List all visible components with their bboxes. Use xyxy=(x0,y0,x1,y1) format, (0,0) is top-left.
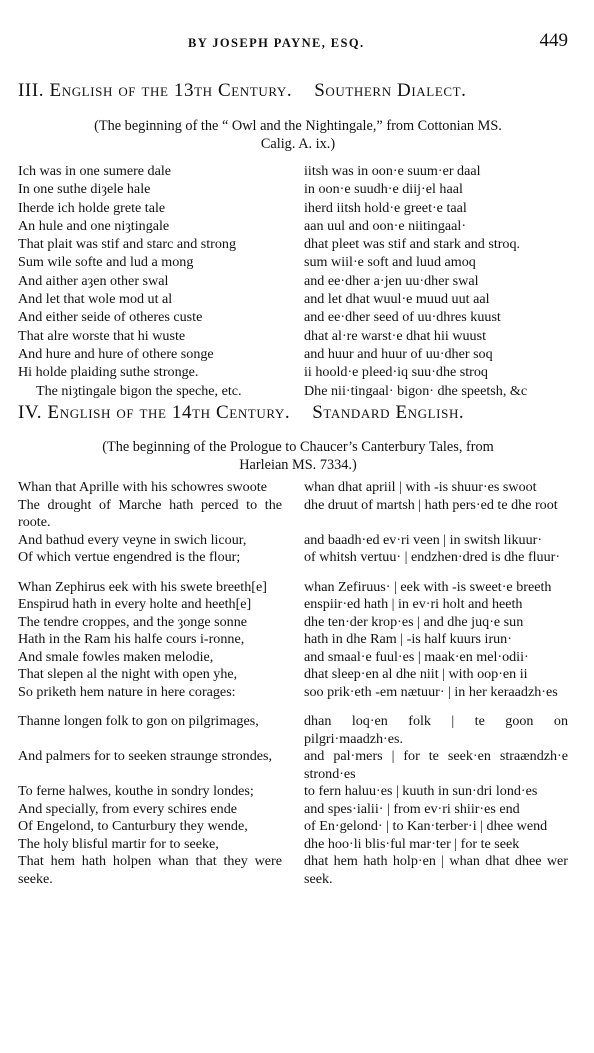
original-text-line: Whan Zephirus eek with his swete breeth[e] xyxy=(18,578,267,595)
verse-row xyxy=(0,684,594,702)
pronunciation-line: whan Zefiruus· | eek with -is sweet·e breeth xyxy=(304,578,552,595)
pronunciation-line: to fern haluu·es | kuuth in sun·dri lond·es xyxy=(304,783,538,799)
original-text-line: Of Engelond, to Canturbury they wende, xyxy=(18,818,248,834)
verse-row xyxy=(0,382,594,400)
original-text-line: That slepen al the night with open yhe, xyxy=(18,666,238,682)
pronunciation-line: and let dhat wuul·e muud uut aal xyxy=(304,291,490,308)
original-text-line: Iherde ich holde grete tale xyxy=(18,199,166,216)
stanza xyxy=(0,479,594,567)
verse-row xyxy=(0,235,594,253)
verse-row xyxy=(0,199,594,217)
verse-row xyxy=(0,345,594,363)
original-text-line: And let that wole mod ut al xyxy=(18,291,173,308)
pronunciation-line: dhe ten·der krop·es | and dhe juq·e sun xyxy=(304,613,524,630)
pronunciation-line: and pal·mers | for te seek·en straændzh·e strond·es xyxy=(304,748,568,782)
pronunciation-line: and huur and huur of uu·dher soq xyxy=(304,345,493,362)
verse-row xyxy=(0,853,594,888)
original-text-line: Ich was in one sumere dale xyxy=(18,163,172,179)
original-text-line: And bathud every veyne in swich licour, xyxy=(18,531,247,548)
pronunciation-line: dhat hem hath holp·en | whan dhat dhee wer seek. xyxy=(304,853,568,887)
pronunciation-line: and baadh·ed ev·ri veen | in switsh likuur· xyxy=(304,531,543,548)
canterbury-prologue-verses xyxy=(0,479,594,900)
original-text-line: The niȝtingale bigon the speche, etc. xyxy=(36,382,242,399)
original-text-line: That hem hath holpen whan that they were seeke. xyxy=(18,853,282,887)
original-text-line: And aither aȝen other swal xyxy=(18,272,169,289)
original-text-line: And palmers for to seeken straunge strondes, xyxy=(18,748,273,764)
pronunciation-line: dhat sleep·en al dhe niit | with oop·en ii xyxy=(304,666,528,682)
pronunciation-line: hath in dhe Ram | -is half kuurs irun· xyxy=(304,631,512,647)
original-text-line: Hath in the Ram his halfe cours i-ronne, xyxy=(18,631,245,647)
pronunciation-line: enspiir·ed hath | in ev·ri holt and heeth xyxy=(304,596,523,612)
source-note-line: Harleian MS. 7334.) xyxy=(239,457,357,473)
pronunciation-line: soo prik·eth -em nætuur· | in her keraadzh·es xyxy=(304,683,558,700)
original-text-line: An hule and one niȝtingale xyxy=(18,217,170,234)
original-text-line: The holy blisful martir for to seeke, xyxy=(18,835,219,852)
owl-nightingale-verses xyxy=(0,162,594,400)
verse-row xyxy=(0,836,594,854)
stanza xyxy=(0,713,594,888)
pronunciation-line: and ee·dher a·jen uu·dher swal xyxy=(304,272,479,289)
verse-row xyxy=(0,649,594,667)
original-text-line: Sum wile softe and lud a mong xyxy=(18,254,194,271)
pronunciation-line: and smaal·e fuul·es | maak·en mel·odii· xyxy=(304,648,529,665)
original-text-line: To ferne halwes, kouthe in sondry londes; xyxy=(18,783,254,799)
original-text-line: Thanne longen folk to gon on pilgrimages, xyxy=(18,713,259,729)
original-text-line: Enspirud hath in every holte and heeth[e] xyxy=(18,596,252,612)
original-text-line: Whan that Aprille with his schowres swoote xyxy=(18,479,267,495)
pronunciation-line: sum wiil·e soft and luud amoq xyxy=(304,254,476,271)
source-note-line: (The beginning of the Prologue to Chaucer’s Canterbury Tales, from xyxy=(102,439,494,455)
original-text-line: The drought of Marche hath perced to the roote. xyxy=(18,496,282,530)
original-text-line: And either seide of otheres custe xyxy=(18,309,203,326)
pronunciation-line: dhat al·re warst·e dhat hii wuust xyxy=(304,327,486,344)
pronunciation-line: of En·gelond· | to Kan·terber·i | dhee wend xyxy=(304,818,548,834)
section-iii-source-note xyxy=(18,117,578,153)
verse-row xyxy=(0,549,594,567)
verse-row xyxy=(0,783,594,801)
running-head xyxy=(0,30,594,58)
verse-row xyxy=(0,596,594,614)
stanza xyxy=(0,579,594,702)
original-text-line: And smale fowles maken melodie, xyxy=(18,648,214,665)
original-text-line: In one suthe diȝele hale xyxy=(18,181,151,198)
section-iii-title: English of the 13th Century. xyxy=(49,80,293,101)
verse-row xyxy=(0,272,594,290)
pronunciation-line: of whitsh vertuu· | endzhen·dred is dhe fluur· xyxy=(304,549,561,565)
verse-row xyxy=(0,327,594,345)
pronunciation-line: whan dhat apriil | with -is shuur·es swoot xyxy=(304,479,537,495)
section-iv-title: English of the 14th Century. xyxy=(47,402,291,423)
original-text-line: Of which vertue engendred is the flour; xyxy=(18,549,241,565)
original-text-line: That alre worste that hi wuste xyxy=(18,327,186,344)
section-iii-numeral: III. xyxy=(18,80,45,101)
verse-row xyxy=(0,713,594,748)
verse-row xyxy=(0,579,594,597)
pronunciation-line: and spes·ialii· | from ev·ri shiir·es end xyxy=(304,800,520,817)
verse-row xyxy=(0,801,594,819)
verse-row xyxy=(0,614,594,632)
section-iii-heading xyxy=(18,80,578,102)
verse-row xyxy=(0,363,594,381)
pronunciation-line: dhan loq·en folk | te goon on pilgri·maadzh·es. xyxy=(304,713,568,747)
pronunciation-line: dhat pleet was stif and stark and stroq. xyxy=(304,236,521,253)
verse-row xyxy=(0,748,594,783)
pronunciation-line: and ee·dher seed of uu·dhres kuust xyxy=(304,309,501,326)
original-text-line: So priketh hem nature in here corages: xyxy=(18,683,236,700)
original-text-line: The tendre croppes, and the ȝonge sonne xyxy=(18,613,248,630)
running-title: BY JOSEPH PAYNE, ESQ. xyxy=(188,36,365,50)
verse-row xyxy=(0,631,594,649)
verse-row xyxy=(0,479,594,497)
pronunciation-line: ii hoold·e pleed·iq suu·dhe stroq xyxy=(304,364,488,381)
section-iv-source-note xyxy=(18,438,578,474)
original-text-line: Hi holde plaiding suthe stronge. xyxy=(18,364,199,381)
verse-row xyxy=(0,180,594,198)
section-iv-heading xyxy=(18,402,578,424)
page-number: 449 xyxy=(539,30,568,51)
original-text-line: That plait was stif and starc and strong xyxy=(18,236,237,253)
verse-row xyxy=(0,532,594,550)
verse-row xyxy=(0,217,594,235)
pronunciation-line: Dhe nii·tingaal· bigon· dhe speetsh, &c xyxy=(304,382,528,399)
pronunciation-line: aan uul and oon·e niitingaal· xyxy=(304,217,467,234)
section-iv-numeral: IV. xyxy=(18,402,43,423)
verse-row xyxy=(0,497,594,532)
pronunciation-line: iherd iitsh hold·e greet·e taal xyxy=(304,199,467,216)
verse-row xyxy=(0,308,594,326)
pronunciation-line: dhe hoo·li blis·ful mar·ter | for te seek xyxy=(304,835,520,852)
original-text-line: And hure and hure of othere songe xyxy=(18,345,214,362)
pronunciation-line: iitsh was in oon·e suum·er daal xyxy=(304,163,481,179)
section-iv-dialect: Standard English. xyxy=(312,402,465,423)
source-note-line: Calig. A. ix.) xyxy=(260,136,336,152)
section-iii-dialect: Southern Dialect. xyxy=(314,80,467,101)
verse-row xyxy=(0,253,594,271)
verse-row xyxy=(0,818,594,836)
pronunciation-line: dhe druut of martsh | hath pers·ed te dhe root xyxy=(304,496,558,513)
verse-row xyxy=(0,290,594,308)
verse-row xyxy=(0,666,594,684)
source-note-line: (The beginning of the “ Owl and the Nightingale,” from Cottonian MS. xyxy=(94,118,502,134)
verse-row xyxy=(0,162,594,180)
pronunciation-line: in oon·e suudh·e diij·el haal xyxy=(304,181,463,198)
original-text-line: And specially, from every schires ende xyxy=(18,800,238,817)
